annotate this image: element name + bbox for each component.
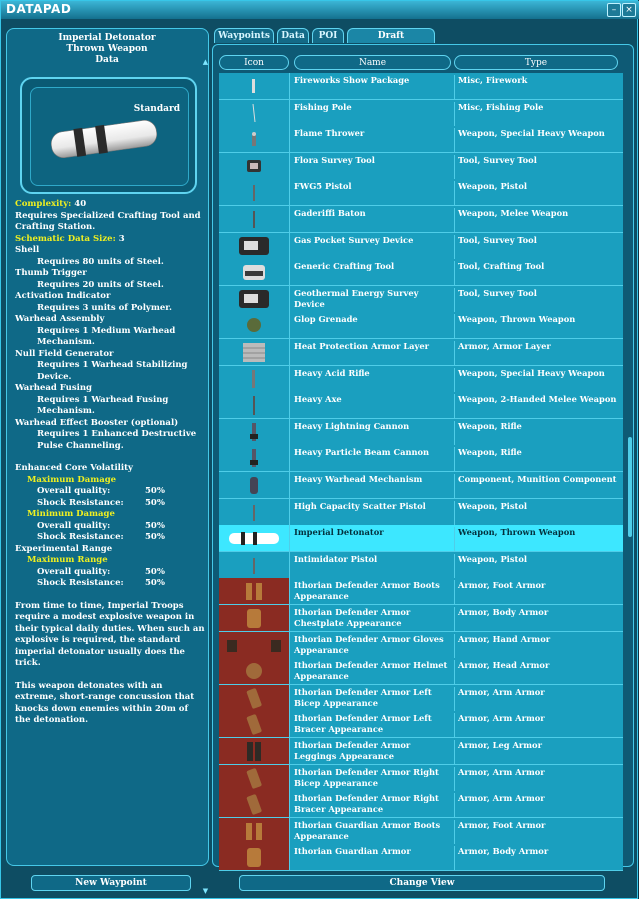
schematic-row[interactable]: [219, 685, 623, 712]
item-kind: Data: [95, 55, 119, 65]
firework-icon: [219, 73, 290, 99]
schematic-name: Ithorian Defender Armor Right Bracer Appearance: [294, 793, 439, 815]
schematic-row[interactable]: [219, 711, 623, 738]
schematic-row[interactable]: [219, 844, 623, 871]
schematic-row[interactable]: [219, 499, 623, 526]
shock-label: Shock Resistance:: [37, 578, 124, 588]
schematic-row[interactable]: [219, 312, 623, 339]
schematic-type: Armor, Body Armor: [454, 846, 628, 870]
schematic-name: Heat Protection Armor Layer: [294, 341, 430, 351]
quality-label: Overall quality:: [37, 520, 111, 531]
item-header: [7, 33, 207, 66]
complexity-value: 40: [74, 199, 87, 209]
fishing-pole-icon: [219, 100, 290, 126]
schematic-type: Armor, Arm Armor: [454, 687, 628, 711]
schematic-row[interactable]: [219, 738, 623, 765]
component-name: Warhead Assembly: [15, 314, 105, 324]
schematic-type: Tool, Crafting Tool: [454, 261, 628, 285]
schematic-row[interactable]: [219, 153, 623, 180]
armor-helmet-icon: [219, 658, 290, 684]
schematic-name: Heavy Axe: [294, 394, 342, 405]
shock-value: 50%: [145, 532, 165, 542]
component-requirement: Requires 1 Enhanced Destructive Pulse Channeling.: [37, 429, 197, 451]
experiment-group: Enhanced Core Volatility: [15, 463, 133, 473]
list-scrollbar[interactable]: [627, 57, 633, 865]
schematic-name: Ithorian Defender Armor Chestplate Appearance: [294, 607, 411, 628]
schematic-type: Weapon, Pistol: [454, 554, 628, 578]
schematic-row[interactable]: [219, 73, 623, 100]
schematic-row[interactable]: [219, 632, 623, 659]
rifle-icon: [219, 366, 290, 392]
component-name: Null Field Generator: [15, 348, 114, 359]
detonator-image: [47, 118, 162, 160]
new-waypoint-button[interactable]: New Waypoint: [31, 875, 191, 891]
survey-device-icon: [219, 286, 290, 312]
schematic-rows: [219, 73, 623, 867]
component-name: Thumb Trigger: [15, 268, 87, 278]
schematic-type: Weapon, Rifle: [454, 447, 628, 471]
schematic-name: Fishing Pole: [294, 101, 352, 112]
cannon-icon: [219, 419, 290, 445]
schematic-name: Ithorian Defender Armor Left Bracer Appearance: [294, 713, 432, 735]
armor-layer-icon: [219, 339, 290, 365]
flame-thrower-icon: [219, 126, 290, 152]
armor-boots-icon: [219, 818, 290, 844]
armor-arm-icon: [219, 791, 290, 817]
schematic-row[interactable]: [219, 233, 623, 260]
pistol-icon: [219, 552, 290, 578]
schematic-row[interactable]: [219, 179, 623, 206]
schematic-type: Armor, Hand Armor: [454, 634, 628, 658]
detail-scrollbar[interactable]: [202, 59, 209, 895]
armor-boots-icon: [219, 578, 290, 604]
tab-draft-schematics[interactable]: Draft: [347, 28, 435, 43]
component-requirement: Requires 1 Medium Warhead Mechanism.: [37, 325, 176, 347]
schematic-name: Ithorian Defender Armor Right Bicep Appearance: [294, 766, 439, 788]
schematic-type: Tool, Survey Tool: [454, 288, 628, 312]
schematic-type: Weapon, Pistol: [454, 181, 628, 205]
pistol-icon: [219, 499, 290, 525]
schematic-name: Ithorian Guardian Armor Boots Appearance: [294, 819, 441, 841]
schematic-name: Ithorian Defender Armor Boots Appearance: [294, 580, 440, 602]
scroll-down-icon[interactable]: ▼: [202, 887, 209, 895]
schematic-type: Weapon, 2-Handed Melee Weapon: [454, 394, 628, 418]
title-bar[interactable]: [1, 1, 639, 19]
schematic-type: Misc, Fishing Pole: [454, 102, 628, 126]
crafting-tool-icon: [219, 259, 290, 285]
column-icon-header[interactable]: Icon: [219, 55, 289, 70]
schematic-row[interactable]: [219, 818, 623, 845]
component-name: Warhead Fusing: [15, 383, 92, 393]
component-requirement: Requires 3 units of Polymer.: [37, 302, 172, 313]
baton-icon: [219, 206, 290, 232]
schematic-row[interactable]: [219, 605, 623, 632]
armor-chest-icon: [219, 844, 290, 870]
schematic-row[interactable]: [219, 552, 623, 579]
column-type-header[interactable]: Type: [454, 55, 618, 70]
preview-frame: [30, 87, 189, 186]
detonator-icon: [219, 525, 290, 551]
schematic-type: Weapon, Pistol: [454, 501, 628, 525]
schematic-type: Armor, Leg Armor: [454, 740, 628, 764]
schematic-row[interactable]: [219, 206, 623, 233]
item-category: Thrown Weapon: [66, 44, 148, 54]
schematic-name: Heavy Particle Beam Cannon: [294, 447, 430, 458]
schematic-name: Heavy Acid Rifle: [294, 367, 370, 378]
cannon-icon: [219, 445, 290, 471]
warhead-icon: [219, 472, 290, 498]
description-paragraph: This weapon detonates with an extreme, short-range concussion that knocks down enemies within 20m of the detonation.: [15, 680, 195, 725]
schematic-list-panel: [212, 44, 634, 867]
schematic-name: Gaderiffi Baton: [294, 208, 366, 218]
armor-arm-icon: [219, 765, 290, 791]
preview-variant-label: Standard: [133, 104, 180, 114]
shock-label: Shock Resistance:: [37, 532, 124, 542]
schematic-name: Ithorian Defender Armor Gloves Appearance: [294, 633, 444, 655]
schematic-row[interactable]: [219, 472, 623, 499]
schematic-type: Weapon, Melee Weapon: [454, 208, 628, 232]
schematic-row[interactable]: [219, 658, 623, 685]
schematic-name: Fireworks Show Package: [294, 75, 410, 85]
schematic-name: Ithorian Defender Armor Leggings Appearance: [294, 740, 411, 761]
data-size-value: 3: [118, 233, 125, 244]
scroll-up-icon[interactable]: ▲: [202, 58, 209, 66]
schematic-type: Tool, Survey Tool: [454, 235, 628, 259]
schematic-type: Armor, Foot Armor: [454, 580, 628, 604]
schematic-name: Ithorian Guardian Armor: [294, 846, 411, 857]
minimize-icon[interactable]: –: [607, 3, 621, 17]
schematic-name: Heavy Warhead Mechanism: [294, 474, 423, 484]
schematic-type: Weapon, Thrown Weapon: [454, 527, 628, 551]
schematic-type: Armor, Arm Armor: [454, 713, 628, 737]
schematic-row[interactable]: [219, 419, 623, 446]
shock-label: Shock Resistance:: [37, 497, 124, 508]
change-view-button[interactable]: Change View: [239, 875, 605, 891]
schematic-name: High Capacity Scatter Pistol: [294, 500, 426, 511]
schematic-type: Weapon, Special Heavy Weapon: [454, 368, 628, 392]
armor-chest-icon: [219, 605, 290, 631]
schematic-name: Imperial Detonator: [294, 527, 384, 538]
armor-arm-icon: [219, 685, 290, 711]
armor-gloves-icon: [219, 632, 290, 658]
experiment-sub: Maximum Range: [27, 555, 108, 565]
schematic-type: Tool, Survey Tool: [454, 155, 628, 179]
shock-value: 50%: [145, 497, 165, 508]
data-size-label: Schematic Data Size:: [15, 233, 116, 244]
experiment-group: Experimental Range: [15, 543, 113, 554]
schematic-type: Weapon, Special Heavy Weapon: [454, 128, 628, 152]
component-requirement: Requires 1 Warhead Stabilizing Device.: [37, 360, 188, 382]
schematic-name: Ithorian Defender Armor Helmet Appearance: [294, 660, 448, 682]
schematic-name: Flame Thrower: [294, 128, 365, 139]
schematic-row[interactable]: [219, 392, 623, 419]
grenade-icon: [219, 312, 290, 338]
schematic-row[interactable]: [219, 339, 623, 366]
tab-waypoints[interactable]: Waypoints: [214, 28, 274, 43]
component-name: Shell: [15, 245, 40, 255]
schematic-row[interactable]: [219, 445, 623, 472]
quality-value: 50%: [145, 566, 165, 577]
schematic-description: [15, 199, 205, 727]
schematic-row[interactable]: [219, 578, 623, 605]
close-icon[interactable]: ×: [622, 3, 636, 17]
schematic-row[interactable]: [219, 126, 623, 153]
list-scroll-thumb[interactable]: [628, 437, 632, 537]
schematic-row[interactable]: [219, 100, 623, 127]
schematic-row[interactable]: [219, 791, 623, 818]
column-name-header[interactable]: Name: [294, 55, 451, 70]
schematic-type: Component, Munition Component: [454, 474, 628, 498]
schematic-row[interactable]: [219, 525, 623, 552]
schematic-name: Generic Crafting Tool: [294, 261, 395, 272]
schematic-name: Geothermal Energy Survey Device: [294, 287, 419, 309]
component-name: Activation Indicator: [15, 291, 111, 301]
schematic-type: Armor, Arm Armor: [454, 793, 628, 817]
quality-value: 50%: [145, 486, 165, 496]
schematic-type: Misc, Firework: [454, 75, 628, 99]
description-paragraph: From time to time, Imperial Troops require a modest explosive weapon in their typical daily duties. When such an explosive is required, the standard imperial detonator usually does the trick.: [15, 600, 205, 668]
schematic-name: FWG5 Pistol: [294, 181, 352, 192]
schematic-type: Armor, Arm Armor: [454, 767, 628, 791]
schematic-name: Gas Pocket Survey Device: [294, 234, 414, 245]
schematic-row[interactable]: [219, 286, 623, 313]
item-name: Imperial Detonator: [58, 33, 156, 43]
complexity-label: Complexity:: [15, 199, 72, 209]
component-requirement: Requires 80 units of Steel.: [37, 256, 164, 267]
schematic-type: Weapon, Rifle: [454, 421, 628, 445]
survey-device-icon: [219, 233, 290, 259]
schematic-row[interactable]: [219, 366, 623, 393]
armor-legs-icon: [219, 738, 290, 764]
schematic-type: Weapon, Thrown Weapon: [454, 314, 628, 338]
tab-data[interactable]: Data: [277, 28, 309, 43]
schematic-type: Armor, Foot Armor: [454, 820, 628, 844]
armor-arm-icon: [219, 711, 290, 737]
quality-label: Overall quality:: [37, 566, 111, 577]
component-requirement: Requires 1 Warhead Fusing Mechanism.: [37, 394, 169, 416]
experiment-sub: Maximum Damage: [27, 474, 117, 485]
shock-value: 50%: [145, 578, 165, 588]
schematic-name: Glop Grenade: [294, 314, 358, 325]
schematic-row[interactable]: [219, 765, 623, 792]
item-preview[interactable]: [20, 77, 197, 194]
schematic-type: Armor, Armor Layer: [454, 341, 628, 365]
component-name: Warhead Effect Booster (optional): [15, 417, 179, 428]
schematic-type: Armor, Head Armor: [454, 660, 628, 684]
window-title: DATAPAD: [6, 2, 72, 16]
schematic-name: Intimidator Pistol: [294, 553, 378, 564]
survey-tool-icon: [219, 153, 290, 179]
quality-value: 50%: [145, 520, 165, 531]
quality-label: Overall quality:: [37, 486, 111, 496]
column-headers: [219, 55, 619, 71]
schematic-type: Armor, Body Armor: [454, 607, 628, 631]
axe-icon: [219, 392, 290, 418]
component-requirement: Requires 20 units of Steel.: [37, 279, 164, 290]
required-tool-text: Requires Specialized Crafting Tool and Crafting Station.: [15, 210, 201, 232]
schematic-name: Ithorian Defender Armor Left Bicep Appearance: [294, 686, 432, 708]
schematic-name: Flora Survey Tool: [294, 154, 375, 165]
schematic-name: Heavy Lightning Cannon: [294, 420, 410, 431]
schematic-row[interactable]: [219, 259, 623, 286]
experiment-sub: Minimum Damage: [27, 509, 115, 519]
tab-poi[interactable]: POI: [312, 28, 344, 43]
pistol-icon: [219, 179, 290, 205]
